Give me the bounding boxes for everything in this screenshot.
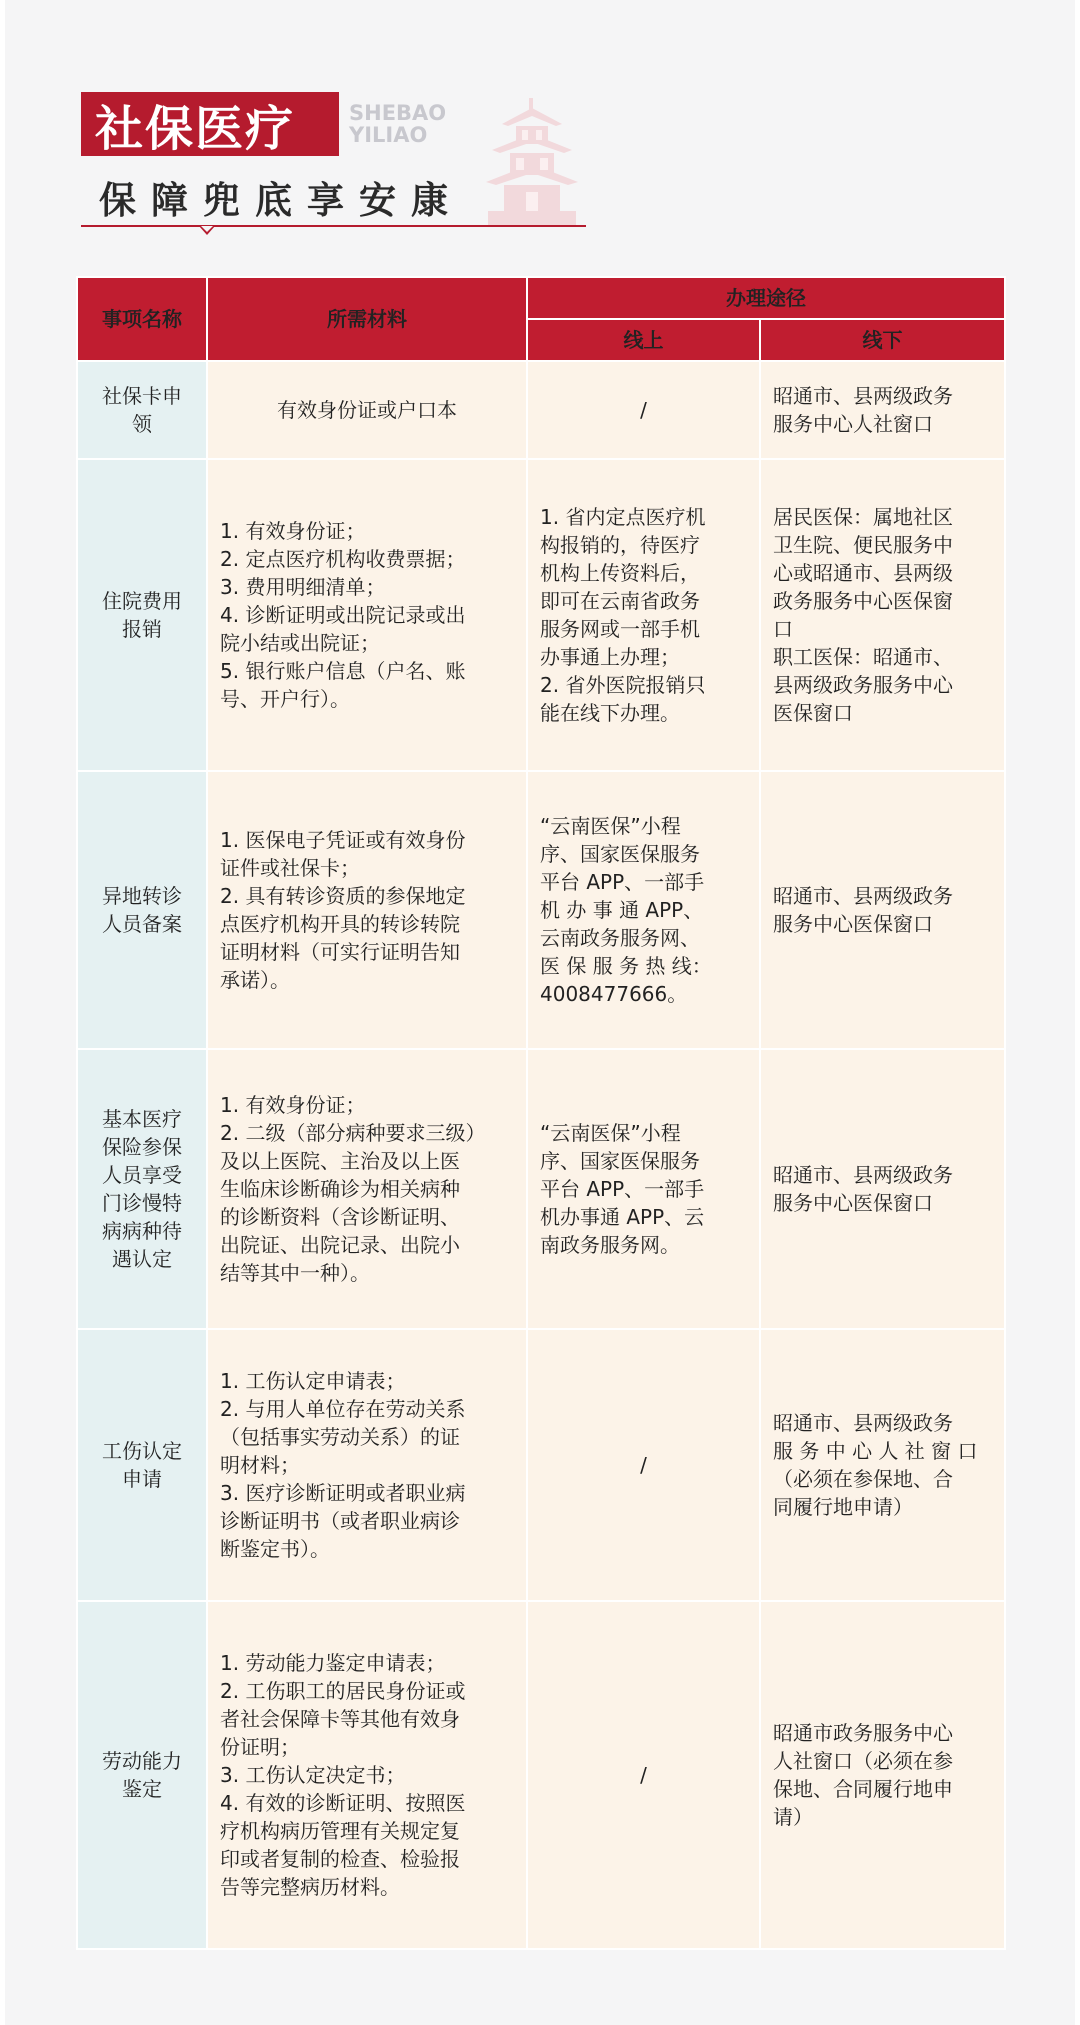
cell-item-name-line: 异地转诊 [102, 884, 182, 908]
cell-online-line: 序、国家医保服务 [540, 1149, 700, 1173]
cell-item-name-line: 人员备案 [102, 912, 182, 936]
cell-offline-line: 心或昭通市、县两级 [773, 561, 953, 585]
cell-online [527, 1601, 760, 1949]
cell-offline [760, 1601, 1005, 1949]
cell-online [527, 1329, 760, 1601]
cell-online-line: 医 保 服 务 热 线： [540, 954, 712, 978]
cell-item-name-line: 鉴定 [122, 1777, 162, 1801]
cell-offline-line: 昭通市、县两级政务 [773, 384, 953, 408]
table-row [77, 771, 1005, 1049]
cell-online-line: 能在线下办理。 [540, 701, 680, 725]
cell-online-line: / [640, 1763, 647, 1787]
cell-online-line: 机构上传资料后， [540, 561, 700, 585]
pagoda-icon [482, 98, 582, 226]
cell-offline [760, 361, 1005, 459]
cell-materials-line: 承诺）。 [220, 968, 290, 992]
cell-item-name-line: 门诊慢特 [102, 1191, 182, 1215]
cell-materials-line: 4. 有效的诊断证明、按照医 [220, 1791, 466, 1815]
cell-item-name-line: 保险参保 [102, 1135, 182, 1159]
table-row [77, 1049, 1005, 1329]
cell-online-line: 机 办 事 通 APP、 [540, 898, 704, 922]
cell-materials [207, 1049, 527, 1329]
cell-materials [207, 1329, 527, 1601]
title-en-line-1: SHEBAO [349, 101, 447, 125]
cell-offline-line: 人社窗口（必须在参 [773, 1749, 953, 1773]
cell-item-name-line: 申请 [122, 1467, 162, 1491]
cell-materials-line: 点医疗机构开具的转诊转院 [220, 912, 460, 936]
cell-materials-line: 者社会保障卡等其他有效身 [220, 1707, 460, 1731]
cell-materials [207, 1601, 527, 1949]
cell-offline-line: 卫生院、便民服务中 [773, 533, 953, 557]
cell-online-line: 机办事通 APP、云 [540, 1205, 705, 1229]
cell-online-line: / [640, 1453, 647, 1477]
cell-item-name [77, 1329, 207, 1601]
title-en-line-2: YILIAO [349, 123, 428, 147]
cell-materials-line: 疗机构病历管理有关规定复 [220, 1819, 460, 1843]
table-row [77, 459, 1005, 771]
cell-item-name-line: 社保卡申 [102, 384, 182, 408]
cell-materials-line: 证明材料（可实行证明告知 [220, 940, 460, 964]
cell-online-line: 构报销的，待医疗 [540, 533, 700, 557]
cell-materials-line: 告等完整病历材料。 [220, 1875, 400, 1899]
cell-online-line: 即可在云南省政务 [540, 589, 700, 613]
cell-item-name-line: 工伤认定 [102, 1439, 182, 1463]
cell-online-line: 1. 省内定点医疗机 [540, 505, 706, 529]
cell-materials-line: 诊断证明书（或者职业病诊 [220, 1509, 460, 1533]
cell-item-name [77, 1049, 207, 1329]
cell-materials-line: 4. 诊断证明或出院记录或出 [220, 603, 466, 627]
section-subtitle: 保障兜底享安康 [99, 179, 463, 222]
cell-materials-line: 5. 银行账户信息（户名、账 [220, 659, 466, 683]
cell-materials-line: 断鉴定书）。 [220, 1537, 330, 1561]
services-table [76, 276, 1006, 1950]
table-row [77, 1329, 1005, 1601]
cell-materials-line: 1. 有效身份证； [220, 1093, 366, 1117]
cell-item-name [77, 361, 207, 459]
cell-item-name [77, 1601, 207, 1949]
cell-materials-line: 1. 工伤认定申请表； [220, 1369, 406, 1393]
cell-materials-line: 3. 医疗诊断证明或者职业病 [220, 1481, 466, 1505]
header-online: 线上 [527, 319, 760, 361]
cell-materials-line: 2. 二级（部分病种要求三级） [220, 1121, 486, 1145]
cell-offline-line: 居民医保：属地社区 [773, 505, 953, 529]
cell-materials-line: 结等其中一种）。 [220, 1261, 370, 1285]
cell-materials-line: 的诊断资料（含诊断证明、 [220, 1205, 460, 1229]
cell-item-name-line: 基本医疗 [102, 1107, 182, 1131]
header-offline: 线下 [760, 319, 1005, 361]
cell-offline-line: 口 [773, 617, 793, 641]
cell-materials-line: 份证明； [220, 1735, 300, 1759]
cell-online [527, 1049, 760, 1329]
cell-item-name-line: 人员享受 [102, 1163, 182, 1187]
cell-online-line: / [640, 398, 647, 422]
cell-offline-line: 职工医保：昭通市、 [773, 645, 953, 669]
cell-offline [760, 1329, 1005, 1601]
section-title: 社保医疗 [81, 92, 339, 156]
cell-materials [207, 771, 527, 1049]
cell-online [527, 771, 760, 1049]
cell-offline [760, 459, 1005, 771]
cell-offline-line: 服务中心人社窗口 [773, 412, 933, 436]
cell-online-line: 服务网或一部手机 [540, 617, 700, 641]
cell-offline-line: 服务中心医保窗口 [773, 1191, 933, 1215]
cell-online-line: 办事通上办理； [540, 645, 680, 669]
cell-materials-line: 2. 具有转诊资质的参保地定 [220, 884, 466, 908]
table-row [77, 1601, 1005, 1949]
cell-offline-line: 服务中心医保窗口 [773, 912, 933, 936]
cell-materials-line: 及以上医院、主治及以上医 [220, 1149, 460, 1173]
cell-materials-line: 2. 与用人单位存在劳动关系 [220, 1397, 466, 1421]
cell-online-line: 序、国家医保服务 [540, 842, 700, 866]
cell-offline-line: （必须在参保地、合 [773, 1467, 953, 1491]
cell-offline-line: 昭通市政务服务中心 [773, 1721, 953, 1745]
cell-item-name-line: 住院费用 [102, 589, 182, 613]
section-title-en [349, 102, 479, 146]
cell-offline [760, 771, 1005, 1049]
cell-materials-line: 有效身份证或户口本 [277, 398, 457, 422]
cell-offline-line: 政务服务中心医保窗 [773, 589, 953, 613]
cell-online-line: 平台 APP、一部手 [540, 1177, 705, 1201]
cell-materials-line: 3. 工伤认定决定书； [220, 1763, 406, 1787]
cell-offline-line: 请） [773, 1805, 813, 1829]
cell-item-name [77, 771, 207, 1049]
cell-materials-line: 号、开户行）。 [220, 687, 350, 711]
cell-materials-line: 证件或社保卡； [220, 856, 360, 880]
cell-materials-line: 出院证、出院记录、出院小 [220, 1233, 460, 1257]
cell-materials-line: 1. 劳动能力鉴定申请表； [220, 1651, 446, 1675]
header-divider [81, 225, 586, 227]
cell-offline-line: 保地、合同履行地申 [773, 1777, 953, 1801]
cell-offline-line: 服 务 中 心 人 社 窗 口 [773, 1439, 978, 1463]
cell-item-name-line: 病病种待 [102, 1219, 182, 1243]
cell-offline-line: 昭通市、县两级政务 [773, 1163, 953, 1187]
cell-materials-line: 印或者复制的检查、检验报 [220, 1847, 460, 1871]
page [5, 0, 1075, 2025]
header-item-name: 事项名称 [77, 277, 207, 361]
cell-online-line: 南政务服务网。 [540, 1233, 680, 1257]
cell-offline [760, 1049, 1005, 1329]
header-channels: 办理途径 [527, 277, 1005, 319]
cell-item-name-line: 劳动能力 [102, 1749, 182, 1773]
cell-online-line: “云南医保”小程 [540, 1121, 681, 1145]
table-row [77, 361, 1005, 459]
cell-materials-line: 1. 有效身份证； [220, 519, 366, 543]
cell-online-line: “云南医保”小程 [540, 814, 681, 838]
cell-materials [207, 459, 527, 771]
cell-online [527, 459, 760, 771]
cell-offline-line: 同履行地申请） [773, 1495, 913, 1519]
cell-offline-line: 县两级政务服务中心 [773, 673, 953, 697]
header-notch-inner [201, 226, 213, 232]
cell-online-line: 4008477666。 [540, 982, 688, 1006]
cell-materials-line: 2. 定点医疗机构收费票据； [220, 547, 466, 571]
cell-item-name-line: 遇认定 [112, 1247, 172, 1271]
cell-offline-line: 昭通市、县两级政务 [773, 1411, 953, 1435]
cell-materials-line: 院小结或出院证； [220, 631, 380, 655]
cell-materials-line: 明材料； [220, 1453, 300, 1477]
cell-offline-line: 昭通市、县两级政务 [773, 884, 953, 908]
cell-materials-line: （包括事实劳动关系）的证 [220, 1425, 460, 1449]
cell-online [527, 361, 760, 459]
cell-materials-line: 生临床诊断确诊为相关病种 [220, 1177, 460, 1201]
cell-item-name [77, 459, 207, 771]
cell-materials-line: 3. 费用明细清单； [220, 575, 386, 599]
section-header [77, 88, 587, 238]
cell-materials-line: 1. 医保电子凭证或有效身份 [220, 828, 466, 852]
cell-online-line: 平台 APP、一部手 [540, 870, 705, 894]
cell-item-name-line: 领 [132, 412, 152, 436]
cell-materials-line: 2. 工伤职工的居民身份证或 [220, 1679, 466, 1703]
cell-materials [207, 361, 527, 459]
cell-offline-line: 医保窗口 [773, 701, 853, 725]
cell-online-line: 2. 省外医院报销只 [540, 673, 706, 697]
cell-online-line: 云南政务服务网、 [540, 926, 700, 950]
cell-item-name-line: 报销 [122, 617, 162, 641]
header-materials: 所需材料 [207, 277, 527, 361]
